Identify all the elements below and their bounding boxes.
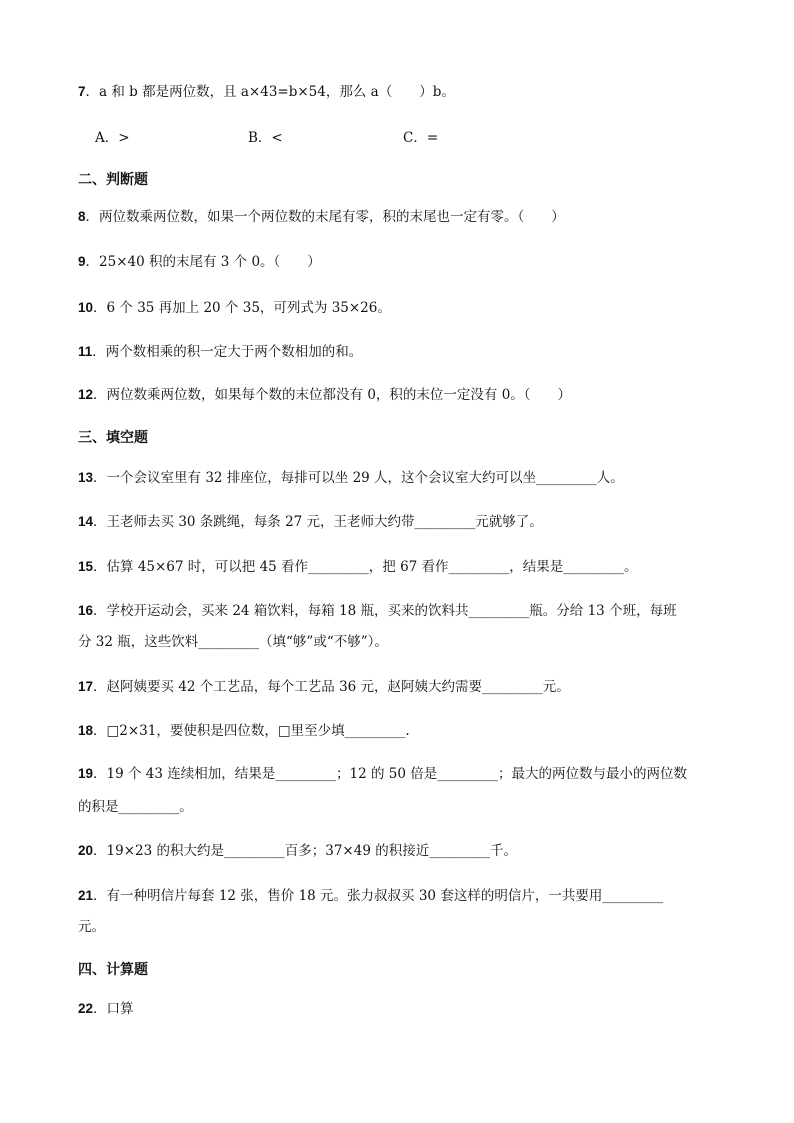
q12-number: 12 — [78, 387, 94, 402]
q15-text: ．估算 45×67 时，可以把 45 看作_________，把 67 看作_________，结果是_________。 — [93, 559, 638, 575]
q7-option-a: A．> — [95, 130, 130, 146]
q7-option-b: B．< — [248, 130, 283, 146]
q17-number: 17 — [78, 679, 94, 694]
q17 — [78, 677, 724, 697]
q22 — [78, 999, 724, 1019]
q20-number: 20 — [78, 843, 94, 858]
q21-number: 21 — [78, 888, 94, 903]
q17-text: ．赵阿姨要买 42 个工艺品，每个工艺品 36 元，赵阿姨大约需要_________元。 — [93, 679, 570, 695]
q7-number: 7 — [78, 84, 86, 99]
q14-number: 14 — [78, 514, 94, 529]
q14 — [78, 512, 724, 532]
q11-text: ．两个数相乘的积一定大于两个数相加的和。 — [92, 344, 363, 360]
q16-text-continued: 分 32 瓶，这些饮料_________（填“够”或“不够”）。 — [78, 634, 388, 650]
q12 — [78, 385, 724, 405]
section-heading-fill-blank: 三、填空题 — [78, 430, 148, 446]
q10-number: 10 — [78, 300, 94, 315]
q12-text: ．两位数乘两位数，如果每个数的末位都没有 0，积的末位一定没有 0。（ ） — [93, 387, 572, 403]
q7-text: ．a 和 b 都是两位数，且 a×43=b×54，那么 a（ ）b。 — [85, 84, 455, 100]
q16 — [78, 601, 724, 621]
q20-text: ．19×23 的积大约是_________百多；37×49 的积接近_________千。 — [93, 843, 517, 859]
q8 — [78, 207, 724, 227]
q13-text: ．一个会议室里有 32 排座位，每排可以坐 29 人，这个会议室大约可以坐_________人。 — [93, 470, 624, 486]
q13-number: 13 — [78, 470, 94, 485]
section-heading-judgement: 二、判断题 — [78, 172, 148, 188]
q13 — [78, 468, 724, 488]
q19-text: ．19 个 43 连续相加，结果是_________；12 的 50 倍是_________；最大的两位数与最小的两位数 — [93, 766, 687, 782]
q10-text: ．6 个 35 再加上 20 个 35，可列式为 35×26。 — [93, 300, 391, 316]
q9 — [78, 252, 724, 272]
q9-text: ．25×40 积的末尾有 3 个 0。（ ） — [85, 254, 321, 270]
q18 — [78, 721, 724, 741]
q15 — [78, 557, 724, 577]
q19 — [78, 764, 724, 784]
q22-text: ．口算 — [93, 1001, 134, 1017]
q16-text: ．学校开运动会，买来 24 箱饮料，每箱 18 瓶，买来的饮料共_________瓶。分给 13 个班，每班 — [93, 603, 677, 619]
q11 — [78, 342, 724, 362]
q8-text: ．两位数乘两位数，如果一个两位数的末尾有零，积的末尾也一定有零。（ ） — [85, 209, 565, 225]
q14-text: ．王老师去买 30 条跳绳，每条 27 元，王老师大约带_________元就够了。 — [93, 514, 543, 530]
q19-text-continued: 的积是_________。 — [78, 799, 193, 815]
q18-number: 18 — [78, 723, 94, 738]
q7 — [78, 82, 724, 102]
q21 — [78, 886, 724, 906]
q20 — [78, 841, 724, 861]
q21-text: ．有一种明信片每套 12 张，售价 18 元。张力叔叔买 30 套这样的明信片，一共要用_________ — [93, 888, 664, 904]
q10 — [78, 298, 724, 318]
q11-number: 11 — [78, 344, 93, 359]
q7-option-c: C．= — [403, 130, 439, 146]
q22-number: 22 — [78, 1001, 94, 1016]
section-heading-calculation: 四、计算题 — [78, 962, 148, 978]
q19-number: 19 — [78, 766, 94, 781]
q15-number: 15 — [78, 559, 94, 574]
q16-number: 16 — [78, 603, 94, 618]
q18-text: ．□2×31，要使积是四位数，□里至少填_________. — [93, 723, 410, 739]
q21-text-continued: 元。 — [78, 919, 105, 935]
q8-number: 8 — [78, 209, 86, 224]
q9-number: 9 — [78, 254, 86, 269]
